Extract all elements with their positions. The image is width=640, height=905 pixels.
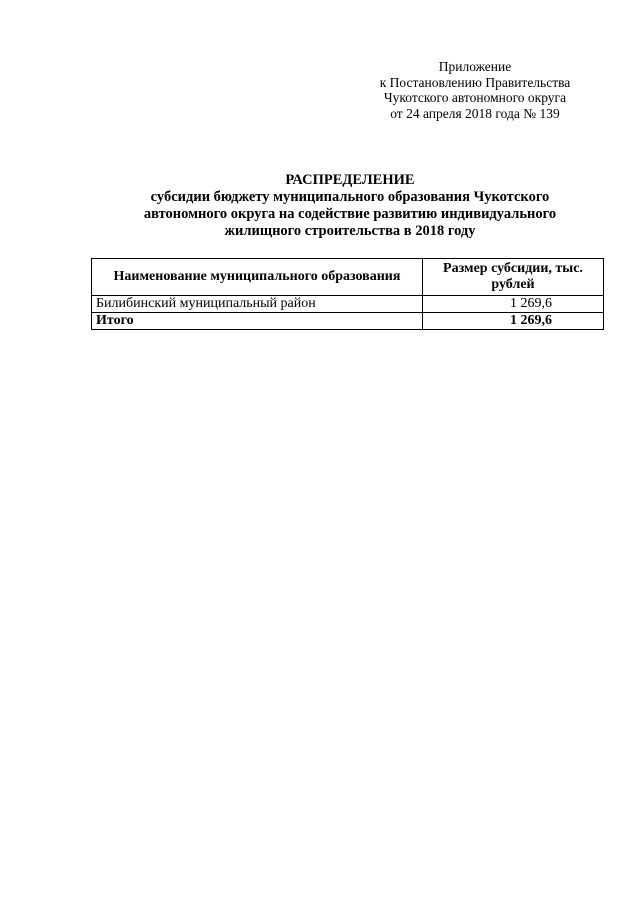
appendix-block <box>360 59 590 121</box>
appendix-line: от 24 апреля 2018 года № 139 <box>390 105 560 121</box>
cell-total-amount: 1 269,6 <box>423 313 604 330</box>
cell-total-label: Итого <box>92 313 423 330</box>
header-amount: Размер субсидии, тыс. рублей <box>423 259 604 296</box>
subsidy-table <box>91 258 604 330</box>
table-total-row <box>92 313 604 330</box>
appendix-line: Приложение <box>438 59 512 74</box>
table-header-row <box>92 259 604 296</box>
document-title <box>90 172 610 240</box>
title-line: автономного округа на содействие развитию индивидуального <box>143 206 557 222</box>
title-line: субсидии бюджету муниципального образования Чукотского <box>150 189 550 205</box>
cell-amount: 1 269,6 <box>423 296 604 313</box>
table-row <box>92 296 604 313</box>
cell-municipality: Билибинский муниципальный район <box>92 296 423 313</box>
title-heading: РАСПРЕДЕЛЕНИЕ <box>285 172 415 188</box>
appendix-line: Чукотского автономного округа <box>383 90 567 105</box>
title-line: жилищного строительства в 2018 году <box>224 223 476 239</box>
appendix-line: к Постановлению Правительства <box>379 74 571 90</box>
header-municipality: Наименование муниципального образования <box>92 259 423 296</box>
